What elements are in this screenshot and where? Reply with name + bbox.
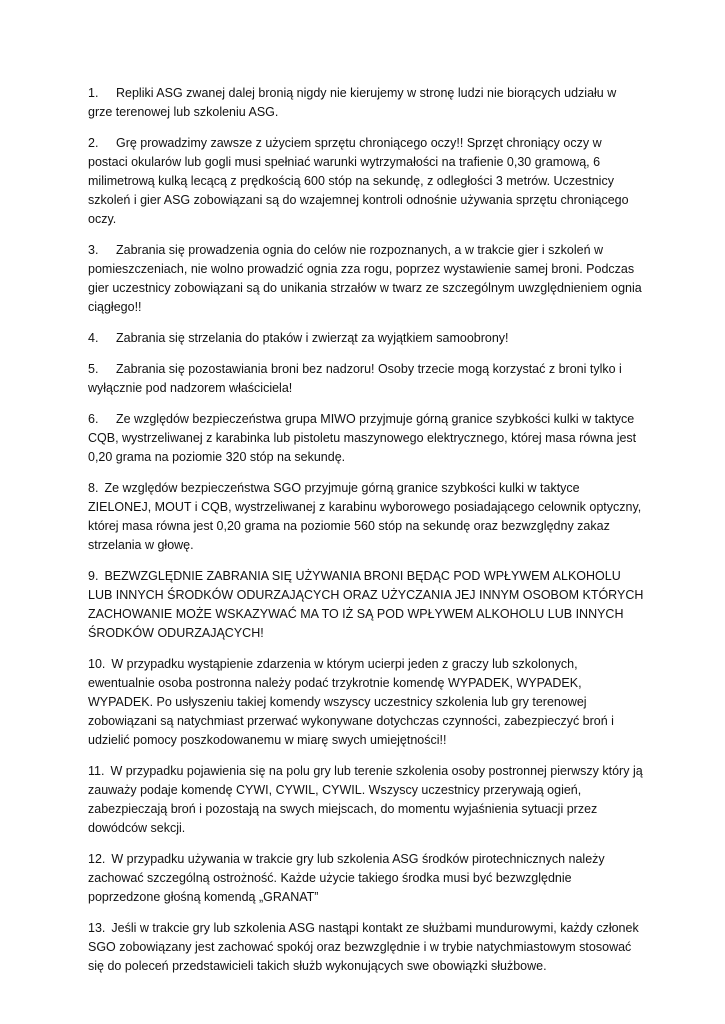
rule-item <box>88 360 644 398</box>
rule-text: BEZWZGLĘDNIE ZABRANIA SIĘ UŻYWANIA BRONI BĘDĄC POD WPŁYWEM ALKOHOLU LUB INNYCH ŚRODKÓW ODURZAJĄCYCH ORAZ UŻYCZANIA JEJ INNYM OSOBOM KTÓRYCH ZACHOWANIE MOŻE WSKAZYWAĆ MA TO IŻ SĄ POD WPŁYWEM ALKOHOLU LUB INNYCH ŚRODKÓW ODURZAJĄCYCH! <box>88 569 644 640</box>
rule-item <box>88 134 644 229</box>
rule-text: Zabrania się pozostawiania broni bez nadzoru! Osoby trzecie mogą korzystać z broni tylko i wyłącznie pod nadzorem właściciela! <box>88 362 622 395</box>
rule-number: 8. <box>88 481 99 495</box>
rule-item <box>88 84 644 122</box>
rule-number: 3. <box>88 243 99 257</box>
rule-item <box>88 919 644 976</box>
rule-text: Ze względów bezpieczeństwa SGO przyjmuje górną granice szybkości kulki w taktyce ZIELONEJ, MOUT i CQB, wystrzeliwanej z karabinu wyborowego posiadającego celownik optyczny, której masa równa jest 0,20 grama na poziomie 560 stóp na sekundę oraz bezwzględny zakaz strzelania w głowę. <box>88 481 642 552</box>
rule-number: 2. <box>88 136 99 150</box>
rule-number: 1. <box>88 86 99 100</box>
rule-item <box>88 567 644 643</box>
rule-text: Repliki ASG zwanej dalej bronią nigdy nie kierujemy w stronę ludzi nie biorących udziału w grze terenowej lub szkoleniu ASG. <box>88 86 617 119</box>
rule-number: 4. <box>88 331 99 345</box>
rule-number: 10. <box>88 657 106 671</box>
rule-text: W przypadku używania w trakcie gry lub szkolenia ASG środków pirotechnicznych należy zachować szczególną ostrożność. Każde użycie takiego środka musi być bezwzględnie poprzedzone głośną komendą „GRANAT” <box>88 852 605 904</box>
rule-number: 11. <box>88 764 105 778</box>
rule-text: Zabrania się prowadzenia ognia do celów nie rozpoznanych, a w trakcie gier i szkoleń w pomieszczeniach, nie wolno prowadzić ognia zza rogu, poprzez wystawienie samej broni. Podczas gier uczestnicy zobowiązani są do unikania strzałów w twarz ze szczególnym uwzględnieniem ognia ciągłego!! <box>88 243 642 314</box>
rules-list <box>88 84 644 988</box>
rule-text: Ze względów bezpieczeństwa grupa MIWO przyjmuje górną granice szybkości kulki w taktyce CQB, wystrzeliwanej z karabinka lub pistoletu maszynowego elektrycznego, której masa równa jest 0,20 grama na poziomie 320 stóp na sekundę. <box>88 412 637 464</box>
rule-text: Zabrania się strzelania do ptaków i zwierząt za wyjątkiem samoobrony! <box>116 331 509 345</box>
rule-item <box>88 241 644 317</box>
rule-text: W przypadku pojawienia się na polu gry lub terenie szkolenia osoby postronnej pierwszy który ją zauważy podaje komendę CYWI, CYWIL, CYWIL. Wszyscy uczestnicy przerywają ogień, zabezpieczają broń i pozostają na swych miejscach, do momentu wyjaśnienia sytuacji przez dowódców sekcji. <box>88 764 643 835</box>
rule-number: 12. <box>88 852 106 866</box>
rule-text: W przypadku wystąpienie zdarzenia w którym ucierpi jeden z graczy lub szkolonych, ewentualnie osoba postronna należy podać trzykrotnie komendę WYPADEK, WYPADEK, WYPADEK. Po usłyszeniu takiej komendy wszyscy uczestnicy szkolenia lub gry terenowej zobowiązani są natychmiast przerwać wykonywane dotychczas czynności, zabezpieczyć broń i udzielić pomocy poszkodowanemu w miarę swych umiejętności!! <box>88 657 614 747</box>
rule-item <box>88 479 644 555</box>
rule-item <box>88 329 644 348</box>
rule-number: 9. <box>88 569 99 583</box>
rule-text: Jeśli w trakcie gry lub szkolenia ASG nastąpi kontakt ze służbami mundurowymi, każdy członek SGO zobowiązany jest zachować spokój oraz bezwzględnie i w trybie natychmiastowym stosować się do poleceń przedstawicieli takich służb wykonujących swe obowiązki służbowe. <box>88 921 639 973</box>
rule-number: 13. <box>88 921 106 935</box>
rule-item <box>88 655 644 750</box>
rule-item <box>88 762 644 838</box>
rule-number: 6. <box>88 412 99 426</box>
rule-item <box>88 410 644 467</box>
rule-text: Grę prowadzimy zawsze z użyciem sprzętu chroniącego oczy!! Sprzęt chroniący oczy w postaci okularów lub gogli musi spełniać warunki wytrzymałości na trafienie 0,30 gramową, 6 milimetrową kulką lecącą z prędkością 600 stóp na sekundę, z odległości 3 metrów. Uczestnicy szkoleń i gier ASG zobowiązani są do wzajemnej kontroli odnośnie używania sprzętu chroniącego oczy. <box>88 136 629 226</box>
rule-number: 5. <box>88 362 99 376</box>
rule-item <box>88 850 644 907</box>
